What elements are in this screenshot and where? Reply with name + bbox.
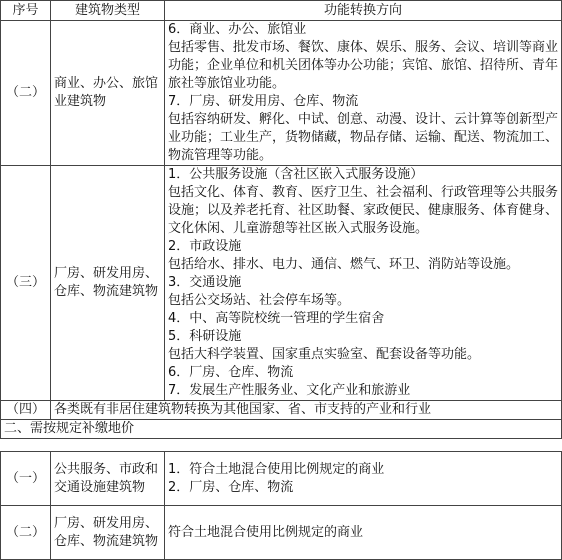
direction-line: 2．厂房、仓库、物流: [168, 479, 294, 495]
direction-line: 符合土地混合使用比例规定的商业: [168, 524, 364, 540]
direction-line: 7．厂房、研发用房、仓库、物流: [168, 94, 359, 109]
direction-line: 4．中、高等院校统一管理的学生宿舍: [168, 311, 385, 326]
direction-line: 包括文化、体育、教育、医疗卫生、社会福利、行政管理等公共服务设施；以及养老托育、社区助餐、家政便民、健康服务、体育健身、文化休闲、儿童游憩等社区嵌入式服务设施。: [168, 185, 559, 236]
conversion-direction: [165, 506, 562, 560]
table-row: [1, 452, 562, 506]
building-type: 厂房、研发用房、仓库、物流建筑物: [51, 506, 165, 560]
direction-line: 6．商业、办公、旅馆业: [168, 22, 307, 37]
direction-line: 5．科研设施: [168, 329, 242, 344]
direction-line: 包括给水、排水、电力、通信、燃气、环卫、消防站等设施。: [168, 257, 520, 272]
building-type: 商业、办公、旅馆业建筑物: [51, 21, 165, 166]
direction-line: 1．符合土地混合使用比例规定的商业: [168, 461, 385, 477]
row-number: （二）: [1, 21, 51, 166]
header-conversion-direction: 功能转换方向: [165, 1, 562, 21]
direction-line: 6．厂房、仓库、物流: [168, 365, 294, 380]
row-number: （二）: [1, 506, 51, 560]
table-row: [1, 166, 562, 401]
row-number: （一）: [1, 452, 51, 506]
building-type: 公共服务、市政和交通设施建筑物: [51, 452, 165, 506]
section-title-row: [1, 420, 562, 439]
surcharge-table: [0, 451, 562, 560]
table-gap: [0, 439, 562, 451]
direction-line: 包括大科学装置、国家重点实验室、配套设备等功能。: [168, 347, 481, 362]
direction-line: 包括零售、批发市场、餐饮、康体、娱乐、服务、会议、培训等商业功能；企业单位和机关团体等办公功能；宾馆、旅馆、招待所、青年旅社等旅馆业功能。: [168, 40, 559, 91]
direction-line: 3．交通设施: [168, 275, 242, 290]
conversion-direction: [165, 166, 562, 401]
direction-line: 1．公共服务设施（含社区嵌入式服务设施）: [168, 167, 424, 182]
building-type: 厂房、研发用房、仓库、物流建筑物: [51, 166, 165, 401]
header-seq: 序号: [1, 1, 51, 21]
direction-line: 包括容纳研发、孵化、中试、创意、动漫、设计、云计算等创新型产业功能；工业生产，货物储藏，物品存储、运输、配送、物流加工、物流管理等功能。: [168, 112, 559, 163]
row-span-text: 各类既有非居住建筑物转换为其他国家、省、市支持的产业和行业: [51, 401, 562, 420]
table-header-row: [1, 1, 562, 21]
direction-line: 包括公交场站、社会停车场等。: [168, 293, 351, 308]
table-row: [1, 21, 562, 166]
header-building-type: 建筑物类型: [51, 1, 165, 21]
row-number: （三）: [1, 166, 51, 401]
conversion-direction: [165, 452, 562, 506]
conversion-direction: [165, 21, 562, 166]
direction-line: 2．市政设施: [168, 239, 242, 254]
row-number: （四）: [1, 401, 51, 420]
table-row: [1, 506, 562, 560]
section-title: 二、需按规定补缴地价: [1, 420, 562, 439]
table-row: [1, 401, 562, 420]
direction-line: 7．发展生产性服务业、文化产业和旅游业: [168, 383, 411, 398]
